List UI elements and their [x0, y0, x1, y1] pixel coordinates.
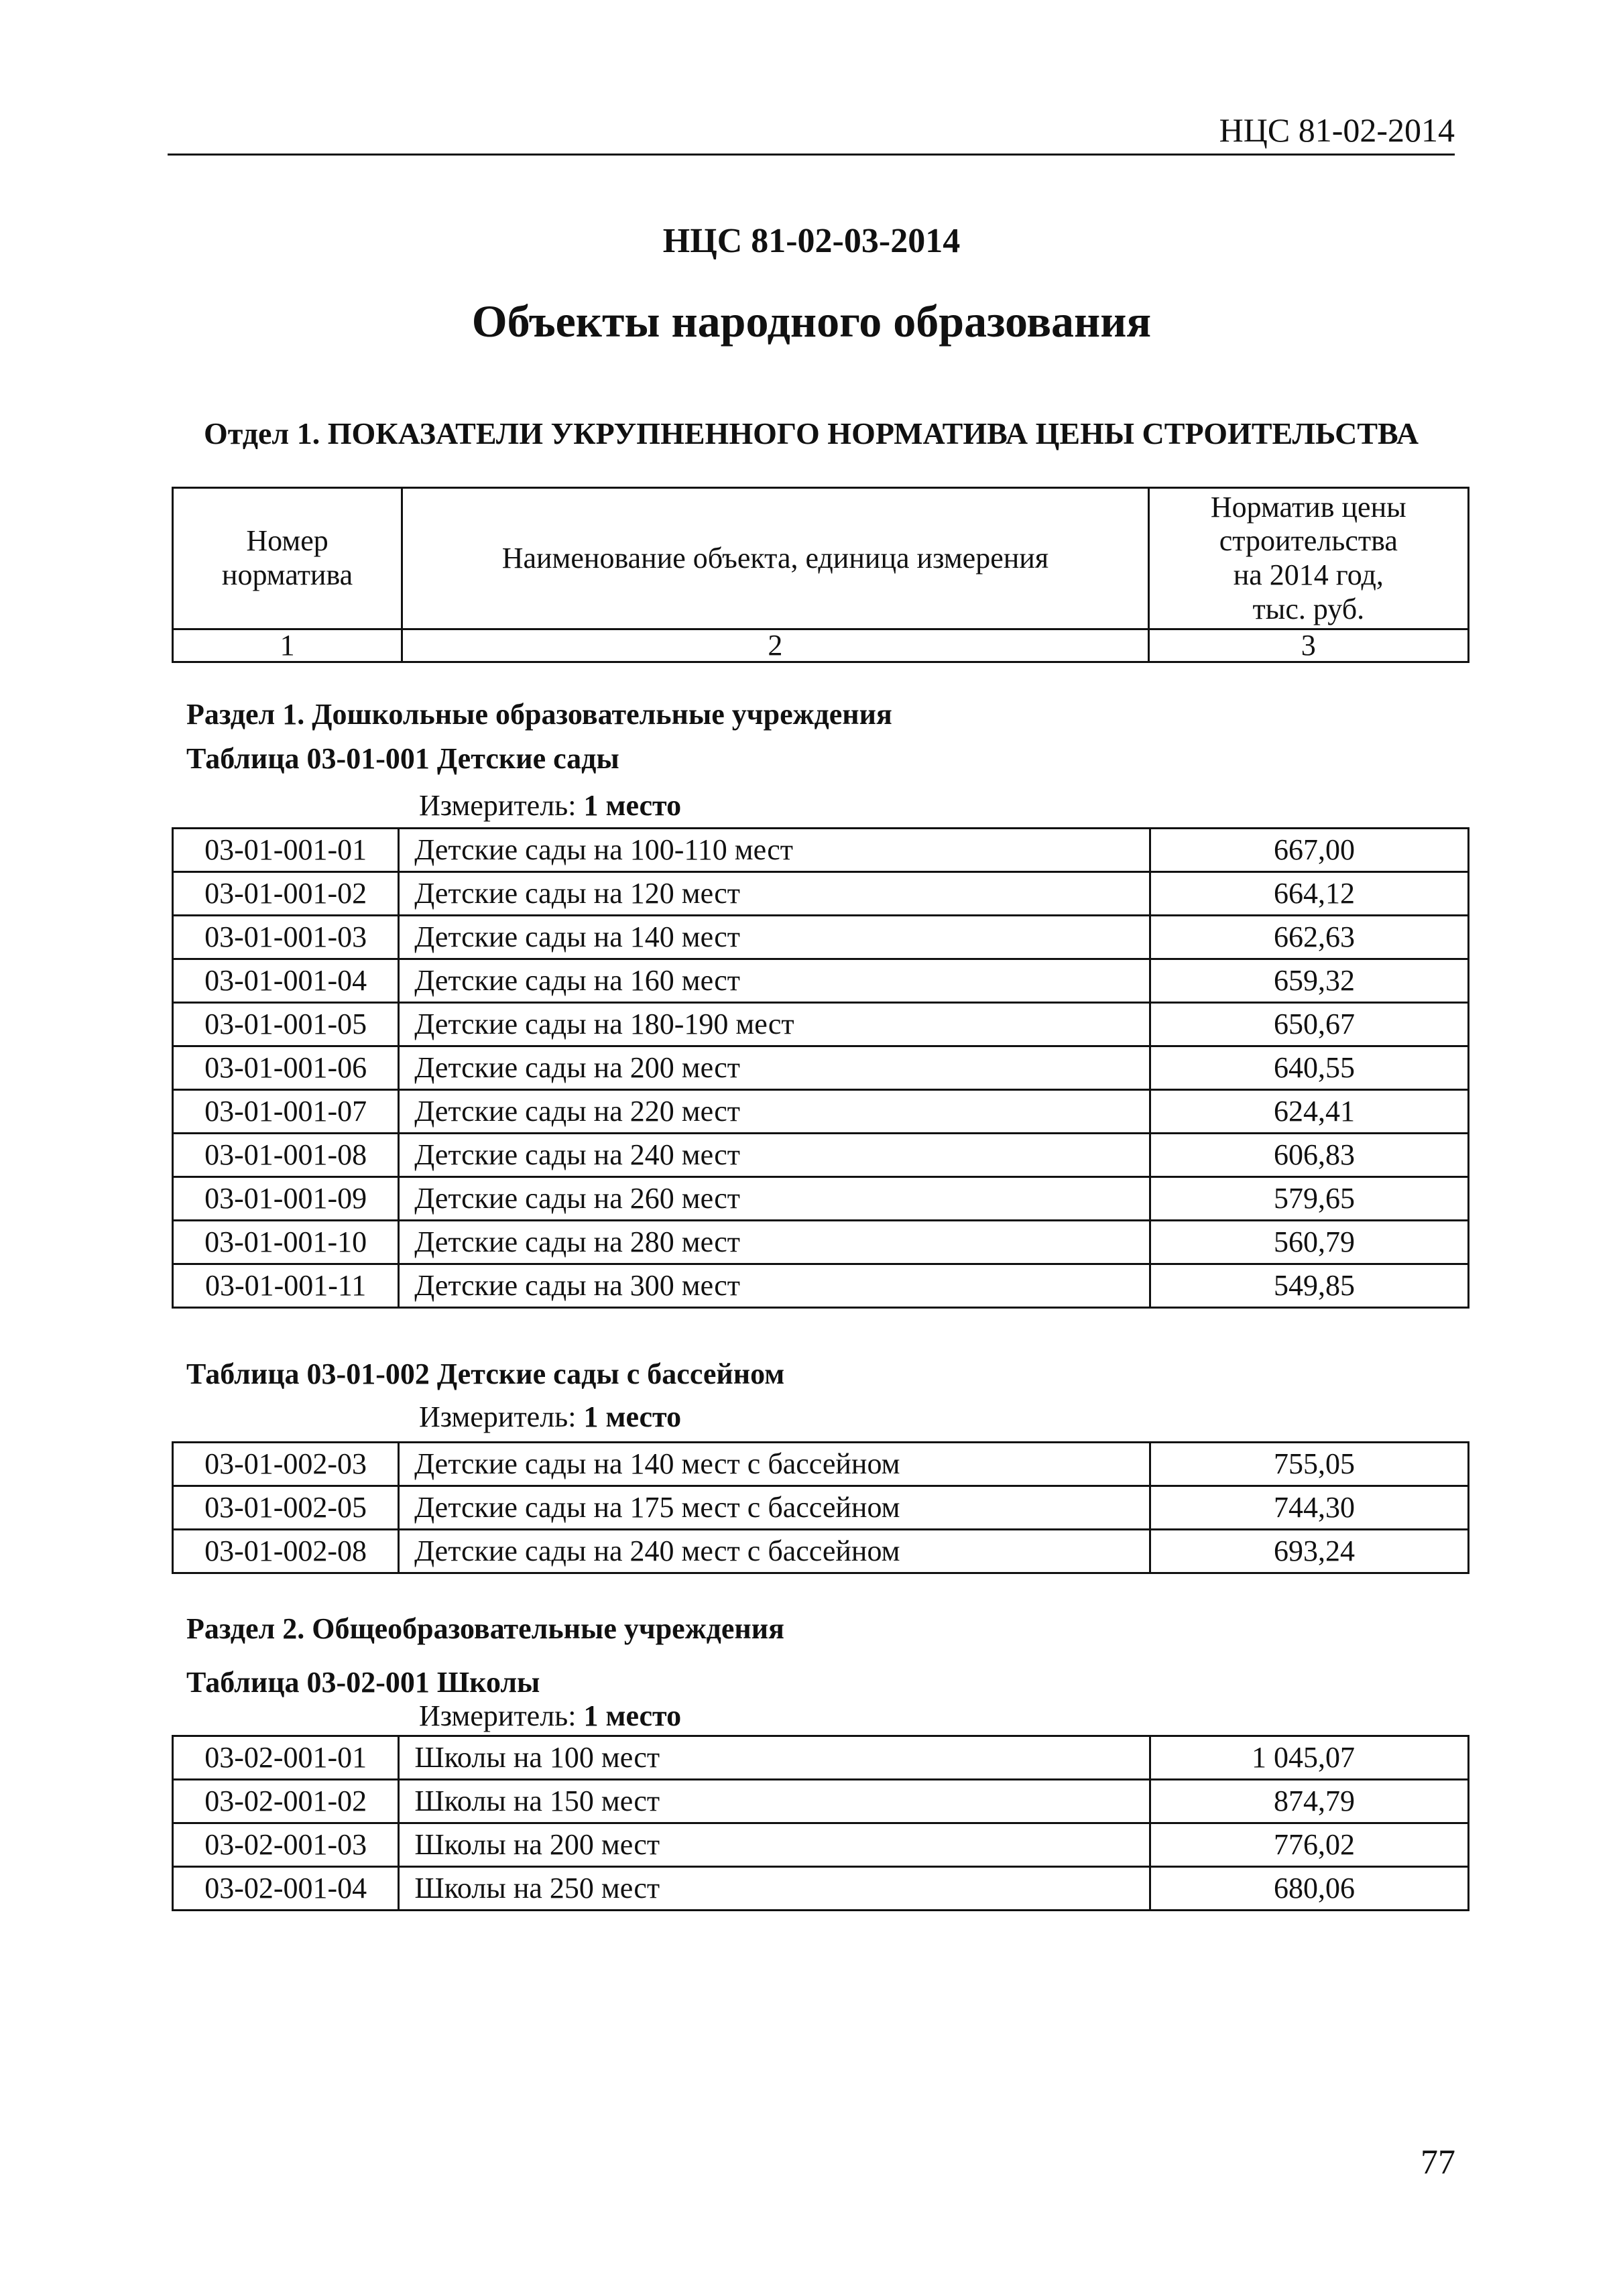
- header-col-price-line: строительства: [1219, 524, 1398, 558]
- running-header-text: НЦС 81-02-2014: [1219, 111, 1455, 149]
- object-name: Школы на 150 мест: [399, 1780, 1150, 1823]
- price-value: 579,65: [1150, 1177, 1469, 1221]
- table-03-01-001-title: Таблица 03-01-001 Детские сады: [186, 742, 619, 775]
- price-value: 755,05: [1150, 1443, 1469, 1486]
- object-name: Школы на 200 мест: [399, 1823, 1150, 1867]
- norm-code: 03-01-002-03: [173, 1443, 399, 1486]
- column-number: 3: [1148, 629, 1468, 662]
- object-name: Детские сады на 180-190 мест: [399, 1003, 1150, 1046]
- norm-code: 03-01-001-03: [173, 916, 399, 959]
- unit-label: [419, 1699, 681, 1733]
- table-row: [173, 829, 1469, 872]
- column-number-row: [173, 629, 1469, 662]
- object-name: Школы на 250 мест: [399, 1867, 1150, 1911]
- object-name: Детские сады на 120 мест: [399, 872, 1150, 916]
- price-value: 667,00: [1150, 829, 1469, 872]
- division-title: Отдел 1. ПОКАЗАТЕЛИ УКРУПНЕННОГО НОРМАТИВА ЦЕНЫ СТРОИТЕЛЬСТВА: [203, 416, 1419, 450]
- table-row: [173, 1780, 1469, 1823]
- price-value: 680,06: [1150, 1867, 1469, 1911]
- object-name: Детские сады на 280 мест: [399, 1221, 1150, 1264]
- table-row: [173, 1046, 1469, 1090]
- norm-code: 03-01-001-11: [173, 1264, 399, 1308]
- header-table: [172, 487, 1469, 663]
- table-row: [173, 1221, 1469, 1264]
- price-value: 650,67: [1150, 1003, 1469, 1046]
- norm-code: 03-01-001-09: [173, 1177, 399, 1221]
- header-col-price-line: на 2014 год,: [1233, 558, 1384, 591]
- header-col-price-line: тыс. руб.: [1252, 592, 1365, 625]
- header-col-price-line: Норматив цены: [1210, 490, 1406, 524]
- table-03-01-002-title: Таблица 03-01-002 Детские сады с бассейном: [186, 1357, 785, 1390]
- table-row: [173, 872, 1469, 916]
- object-name: Детские сады на 200 мест: [399, 1046, 1150, 1090]
- price-value: 549,85: [1150, 1264, 1469, 1308]
- table-03-02-001: [172, 1735, 1469, 1911]
- table-row: [173, 1264, 1469, 1308]
- price-value: 874,79: [1150, 1780, 1469, 1823]
- unit-label: [419, 788, 681, 823]
- norm-code: 03-01-001-07: [173, 1090, 399, 1134]
- document-title: Объекты народного образования: [471, 296, 1152, 347]
- section-2-title: Раздел 2. Общеобразовательные учреждения: [186, 1612, 784, 1645]
- object-name: Детские сады на 160 мест: [399, 959, 1150, 1003]
- object-name: Детские сады на 240 мест с бассейном: [399, 1530, 1150, 1573]
- table-row: [173, 1090, 1469, 1134]
- price-value: 640,55: [1150, 1046, 1469, 1090]
- table-row: [173, 1530, 1469, 1573]
- norm-code: 03-02-001-01: [173, 1736, 399, 1780]
- price-value: 662,63: [1150, 916, 1469, 959]
- header-col-number-text: Номер норматива: [221, 524, 353, 591]
- header-row: [173, 488, 1469, 629]
- object-name: Детские сады на 220 мест: [399, 1090, 1150, 1134]
- norm-code: 03-01-002-08: [173, 1530, 399, 1573]
- object-name: Детские сады на 240 мест: [399, 1134, 1150, 1177]
- unit-prefix: Измеритель:: [419, 1699, 577, 1732]
- column-number: 2: [402, 629, 1148, 662]
- table-row: [173, 1003, 1469, 1046]
- norm-code: 03-02-001-02: [173, 1780, 399, 1823]
- object-name: Детские сады на 140 мест: [399, 916, 1150, 959]
- unit-value: 1 место: [583, 1400, 682, 1433]
- table-row: [173, 959, 1469, 1003]
- price-value: 624,41: [1150, 1090, 1469, 1134]
- column-number: 1: [173, 629, 402, 662]
- table-03-01-001: [172, 827, 1469, 1309]
- unit-label: [419, 1400, 681, 1434]
- header-col-number: [173, 488, 402, 629]
- header-col-price: [1148, 488, 1468, 629]
- object-name: Детские сады на 140 мест с бассейном: [399, 1443, 1150, 1486]
- norm-code: 03-01-001-01: [173, 829, 399, 872]
- norm-code: 03-01-001-06: [173, 1046, 399, 1090]
- norm-code: 03-01-001-04: [173, 959, 399, 1003]
- table-03-02-001-title: Таблица 03-02-001 Школы: [186, 1666, 540, 1699]
- norm-code: 03-01-001-05: [173, 1003, 399, 1046]
- norm-code: 03-01-002-05: [173, 1486, 399, 1530]
- section-1-title: Раздел 1. Дошкольные образовательные учреждения: [186, 698, 892, 731]
- unit-value: 1 место: [583, 789, 682, 822]
- unit-prefix: Измеритель:: [419, 1400, 577, 1433]
- price-value: 693,24: [1150, 1530, 1469, 1573]
- page-number: 77: [1421, 2143, 1455, 2181]
- price-value: 744,30: [1150, 1486, 1469, 1530]
- header-col-name: Наименование объекта, единица измерения: [402, 488, 1148, 629]
- object-name: Детские сады на 260 мест: [399, 1177, 1150, 1221]
- object-name: Детские сады на 100-110 мест: [399, 829, 1150, 872]
- table-row: [173, 1443, 1469, 1486]
- price-value: 776,02: [1150, 1823, 1469, 1867]
- price-value: 606,83: [1150, 1134, 1469, 1177]
- unit-value: 1 место: [583, 1699, 682, 1732]
- table-row: [173, 1177, 1469, 1221]
- running-header: [168, 107, 1455, 156]
- table-row: [173, 1736, 1469, 1780]
- object-name: Школы на 100 мест: [399, 1736, 1150, 1780]
- table-row: [173, 1486, 1469, 1530]
- norm-code: 03-01-001-10: [173, 1221, 399, 1264]
- object-name: Детские сады на 175 мест с бассейном: [399, 1486, 1150, 1530]
- table-03-01-002: [172, 1441, 1469, 1574]
- table-row: [173, 1823, 1469, 1867]
- price-value: 659,32: [1150, 959, 1469, 1003]
- table-row: [173, 916, 1469, 959]
- price-value: 560,79: [1150, 1221, 1469, 1264]
- object-name: Детские сады на 300 мест: [399, 1264, 1150, 1308]
- document-code: НЦС 81-02-03-2014: [662, 222, 961, 260]
- table-row: [173, 1867, 1469, 1911]
- norm-code: 03-02-001-03: [173, 1823, 399, 1867]
- unit-prefix: Измеритель:: [419, 789, 577, 822]
- price-value: 1 045,07: [1150, 1736, 1469, 1780]
- price-value: 664,12: [1150, 872, 1469, 916]
- norm-code: 03-01-001-08: [173, 1134, 399, 1177]
- table-row: [173, 1134, 1469, 1177]
- norm-code: 03-01-001-02: [173, 872, 399, 916]
- norm-code: 03-02-001-04: [173, 1867, 399, 1911]
